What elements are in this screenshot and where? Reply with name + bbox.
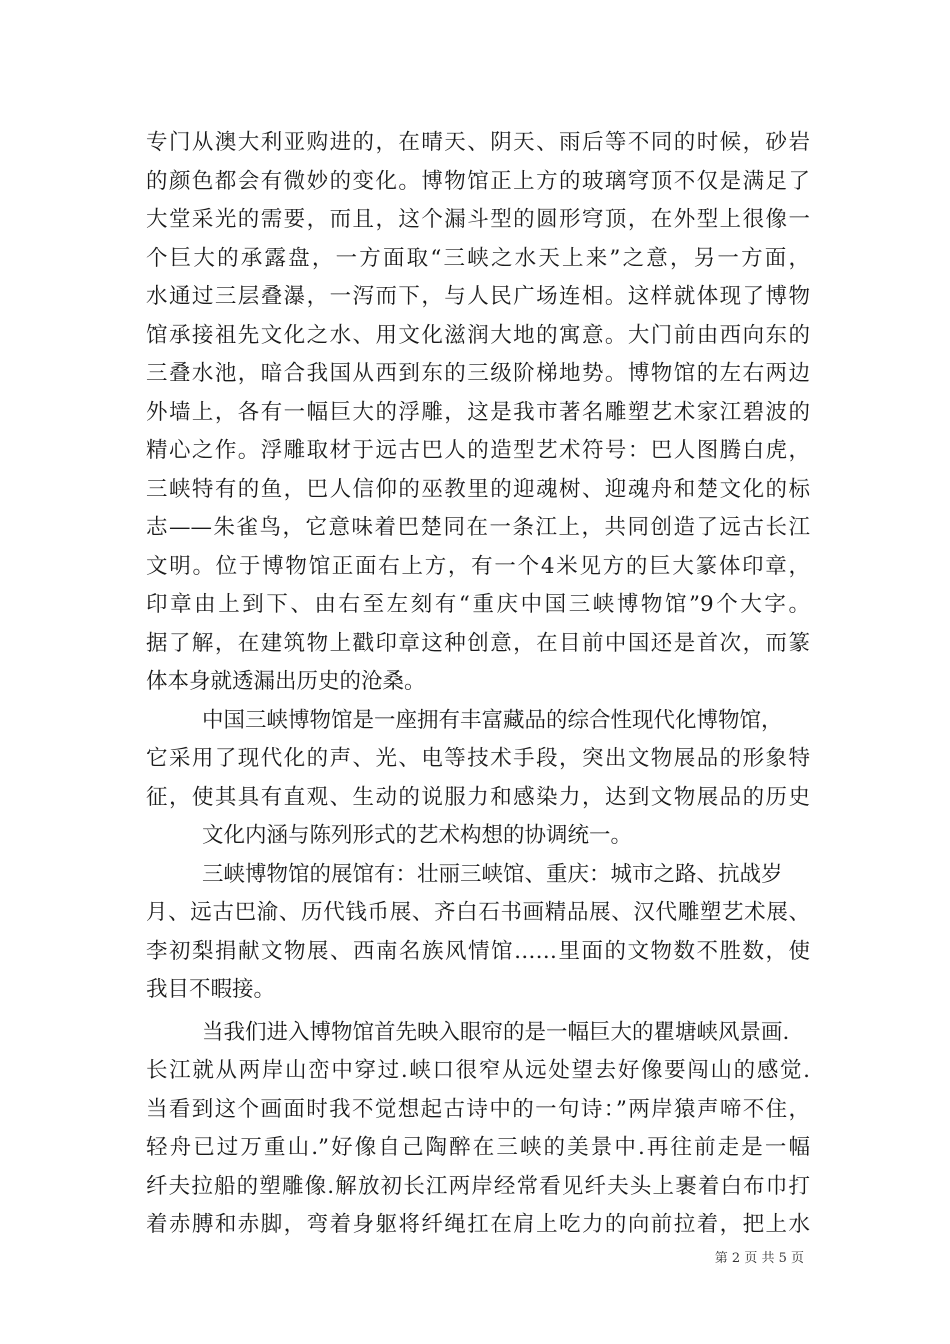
paragraph-museum-overview: [146, 702, 810, 818]
text-line: 纤夫拉船的塑雕像.解放初长江两岸经常看见纤夫头上裹着白布巾打: [146, 1173, 810, 1199]
text-line: 征，使其具有直观、生动的说服力和感染力，达到文物展品的历史: [146, 784, 810, 810]
text-line: 水通过三层叠瀑，一泻而下，与人民广场连相。这样就体现了博物: [146, 284, 810, 309]
text-line: 当看到这个画面时我不觉想起古诗中的一句诗：”两岸猿声啼不住，: [146, 1096, 810, 1122]
text-line: 三叠水池，暗合我国从西到东的三级阶梯地势。博物馆的左右两边: [146, 361, 810, 386]
text-line: 志——朱雀鸟，它意味着巴楚同在一条江上，共同创造了远古长江: [146, 515, 810, 540]
text-line: 个巨大的承露盘，一方面取“三峡之水天上来”之意，另一方面，: [146, 245, 810, 271]
text-line: 据了解，在建筑物上戳印章这种创意，在目前中国还是首次，而篆: [146, 630, 810, 656]
text-line: 印章由上到下、由右至左刻有“重庆中国三峡博物馆”9个大字。: [146, 592, 810, 617]
text-line: 的颜色都会有微妙的变化。博物馆正上方的玻璃穹顶不仅是满足了: [146, 168, 810, 194]
text-line: 专门从澳大利亚购进的，在晴天、阴天、雨后等不同的时候，砂岩: [146, 130, 810, 155]
text-line: 李初梨捐献文物展、西南名族风情馆……里面的文物数不胜数，使: [146, 938, 810, 964]
document-body: [146, 124, 810, 1245]
text-line: 它采用了现代化的声、光、电等技术手段，突出文物展品的形象特: [146, 746, 810, 771]
text-line: 文明。位于博物馆正面右上方，有一个4米见方的巨大篆体印章，: [146, 553, 810, 579]
text-line: 馆承接祖先文化之水、用文化滋润大地的寓意。大门前由西向东的: [146, 322, 810, 348]
text-line: 轻舟已过万重山.”好像自己陶醉在三峡的美景中.再往前走是一幅: [146, 1135, 810, 1160]
text-line: 长江就从两岸山峦中穿过.峡口很窄从远处望去好像要闯山的感觉.: [146, 1058, 810, 1083]
page-number: 第 2 页 共 5 页: [714, 1251, 804, 1266]
text-line: 三峡博物馆的展馆有：壮丽三峡馆、重庆：城市之路、抗战岁: [202, 861, 783, 887]
text-line: 文化内涵与陈列形式的艺术构想的协调统一。: [202, 823, 633, 848]
text-line: 外墙上，各有一幅巨大的浮雕，这是我市著名雕塑艺术家江碧波的: [146, 399, 810, 425]
paragraph-entry-experience: [146, 1014, 810, 1245]
text-line: 着赤膊和赤脚，弯着身躯将纤绳扛在肩上吃力的向前拉着，把上水: [146, 1212, 810, 1237]
text-line: 中国三峡博物馆是一座拥有丰富藏品的综合性现代化博物馆，: [202, 707, 783, 733]
text-line: 三峡特有的鱼，巴人信仰的巫教里的迎魂树、迎魂舟和楚文化的标: [146, 476, 810, 502]
text-line: 精心之作。浮雕取材于远古巴人的造型艺术符号：巴人图腾白虎，: [146, 438, 810, 463]
text-line: 体本身就透漏出历史的沧桑。: [146, 669, 426, 694]
paragraph-museum-architecture: [146, 124, 810, 702]
text-line: 大堂采光的需要，而且，这个漏斗型的圆形穹顶，在外型上很像一: [146, 207, 810, 232]
text-line: 我目不暇接。: [146, 977, 276, 1002]
paragraph-exhibition-halls: [146, 856, 810, 1010]
text-line: 月、远古巴渝、历代钱币展、齐白石书画精品展、汉代雕塑艺术展、: [146, 900, 810, 925]
text-line: 当我们进入博物馆首先映入眼帘的是一幅巨大的瞿塘峡风景画.: [202, 1019, 790, 1045]
paragraph-museum-overview-end: [146, 817, 810, 856]
